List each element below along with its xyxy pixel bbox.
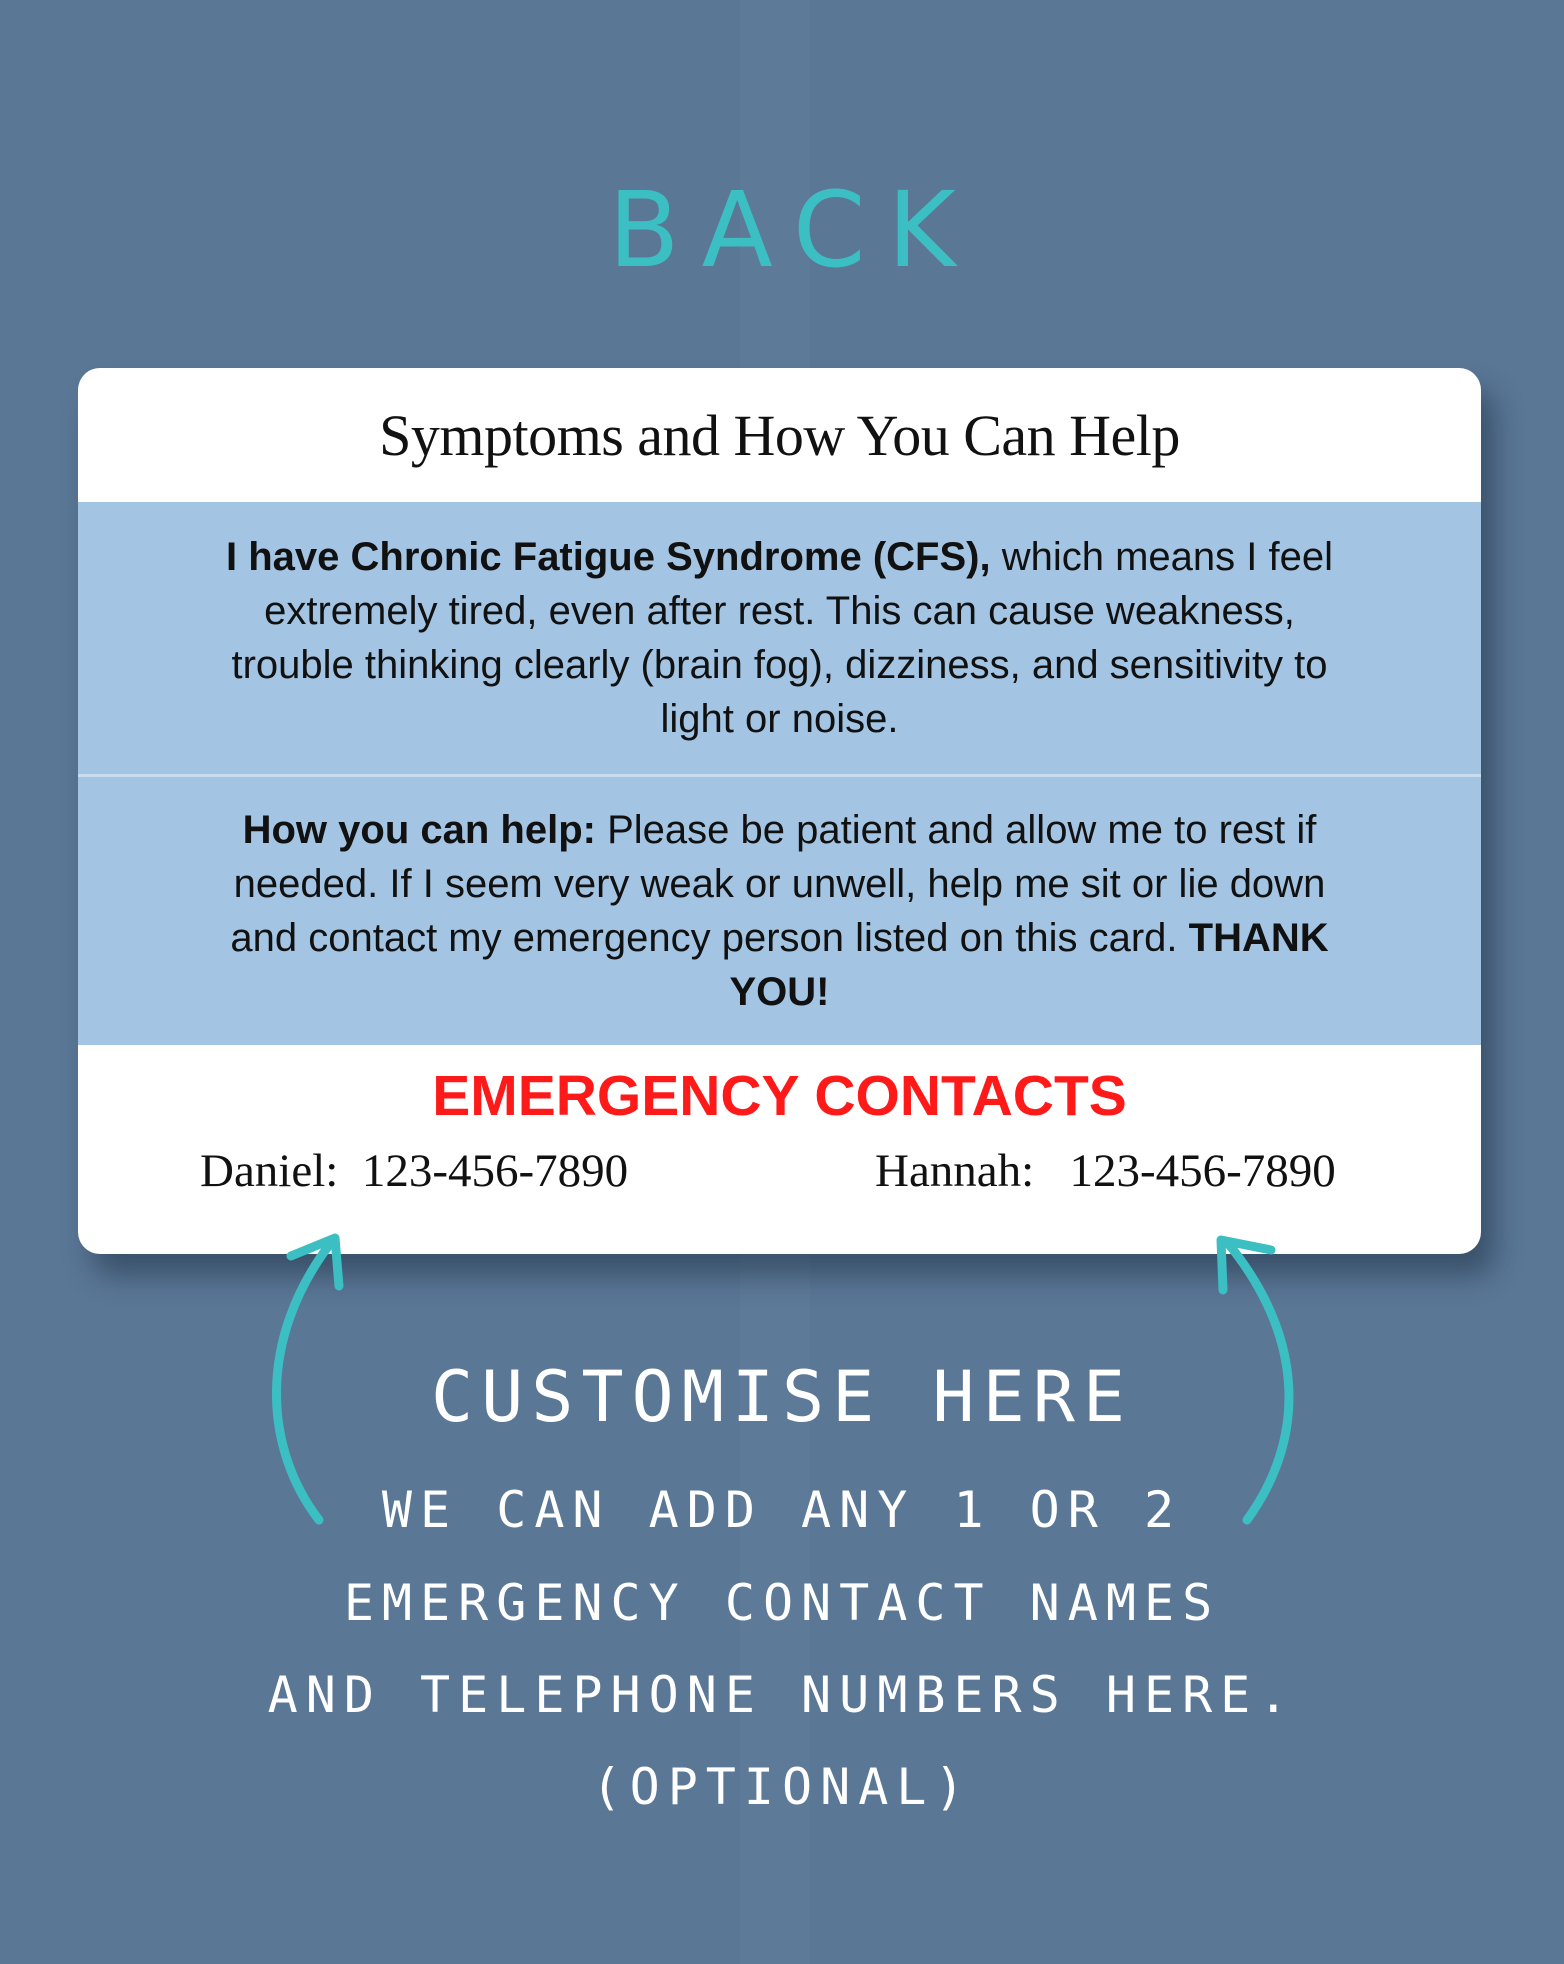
note-line-1: WE CAN ADD ANY 1 OR 2	[381, 1481, 1183, 1539]
customise-title: CUSTOMISE HERE	[430, 1356, 1133, 1438]
help-panel	[78, 777, 1481, 1045]
contact-1: Daniel: 123-456-7890	[200, 1145, 629, 1197]
card-title: Symptoms and How You Can Help	[379, 402, 1180, 468]
thank-you: THANK YOU!	[729, 916, 1329, 1014]
help-body: Please be patient and allow me to rest if needed. If I seem very weak or unwell, help me sit or lie down and contact my emergency person listed on this card.	[230, 808, 1326, 960]
help-text	[200, 803, 1360, 1019]
note-line-4: (OPTIONAL)	[591, 1758, 973, 1816]
page-heading: BACK	[608, 169, 978, 291]
note-line-3: AND TELEPHONE NUMBERS HERE.	[267, 1666, 1297, 1724]
help-bold: How you can help:	[242, 808, 596, 852]
condition-panel	[78, 502, 1481, 774]
condition-text	[200, 530, 1360, 746]
condition-body: which means I feel extremely tired, even after rest. This can cause weakness, trouble thinking clearly (brain fog), dizziness, and sensitivity to light or noise.	[231, 535, 1333, 741]
note-line-2: EMERGENCY CONTACT NAMES	[343, 1574, 1221, 1632]
condition-bold: I have Chronic Fatigue Syndrome (CFS),	[226, 535, 991, 579]
emergency-contacts-title: EMERGENCY CONTACTS	[432, 1064, 1127, 1128]
medical-card	[78, 368, 1481, 1254]
contact-2: Hannah: 123-456-7890	[875, 1145, 1336, 1197]
